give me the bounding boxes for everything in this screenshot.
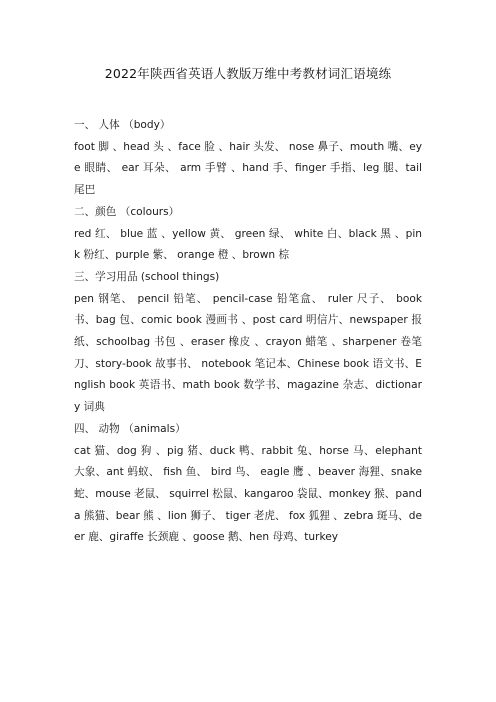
section-heading-colours: 二、颜色 （colours） <box>74 205 180 218</box>
section-heading-animals: 四、 动物 （animals） <box>74 422 186 435</box>
document-body <box>74 115 422 549</box>
section-heading-school-things: 三、学习用品 (school things) <box>74 270 220 283</box>
section-content-colours: red 红、 blue 蓝 、yellow 黄、 green 绿、 white 白、black 黑 、pink 粉红、purple 紫、 orange 橙 、brown 棕 <box>74 227 422 262</box>
section-content-animals: cat 猫、dog 狗 、pig 猪、duck 鸭、rabbit 兔、horse 马、elephant 大象、ant 蚂蚁、 fish 鱼、 bird 鸟、 eagle 鹰 、beaver 海狸、snake 蛇、mouse 老鼠、 squirrel 松鼠、kangaroo 袋鼠、monkey 猴、panda 熊猫、bear 熊 、lion 狮子、 tiger 老虎、 fox 狐狸 、zebra 斑马、deer 鹿、giraffe 长颈鹿 、goose 鹅、hen 母鸡、turkey <box>74 444 422 544</box>
section-content-body: foot 脚 、head 头 、face 脸 、hair 头发、 nose 鼻子、mouth 嘴、eye 眼睛、 ear 耳朵、 arm 手臂 、hand 手、finger 手指、leg 腿、tail 尾巴 <box>74 140 422 197</box>
document-title: 2022年陕西省英语人教版万维中考教材词汇语境练 <box>104 66 392 81</box>
section-heading-body: 一、 人体 （body） <box>74 119 171 131</box>
section-content-school-things: pen 钢笔、 pencil 铅笔、 pencil-case 铅笔盒、 ruler 尺子、 book 书、bag 包、comic book 漫画书 、post card 明信片、newspaper 报纸、schoolbag 书包 、eraser 橡皮 、crayon 蜡笔 、sharpener 卷笔刀、story-book 故事书、 notebook 笔记本、Chinese book 语文书、English book 英语书、math book 数学书、magazine 杂志、dictionary 词典 <box>74 292 422 414</box>
